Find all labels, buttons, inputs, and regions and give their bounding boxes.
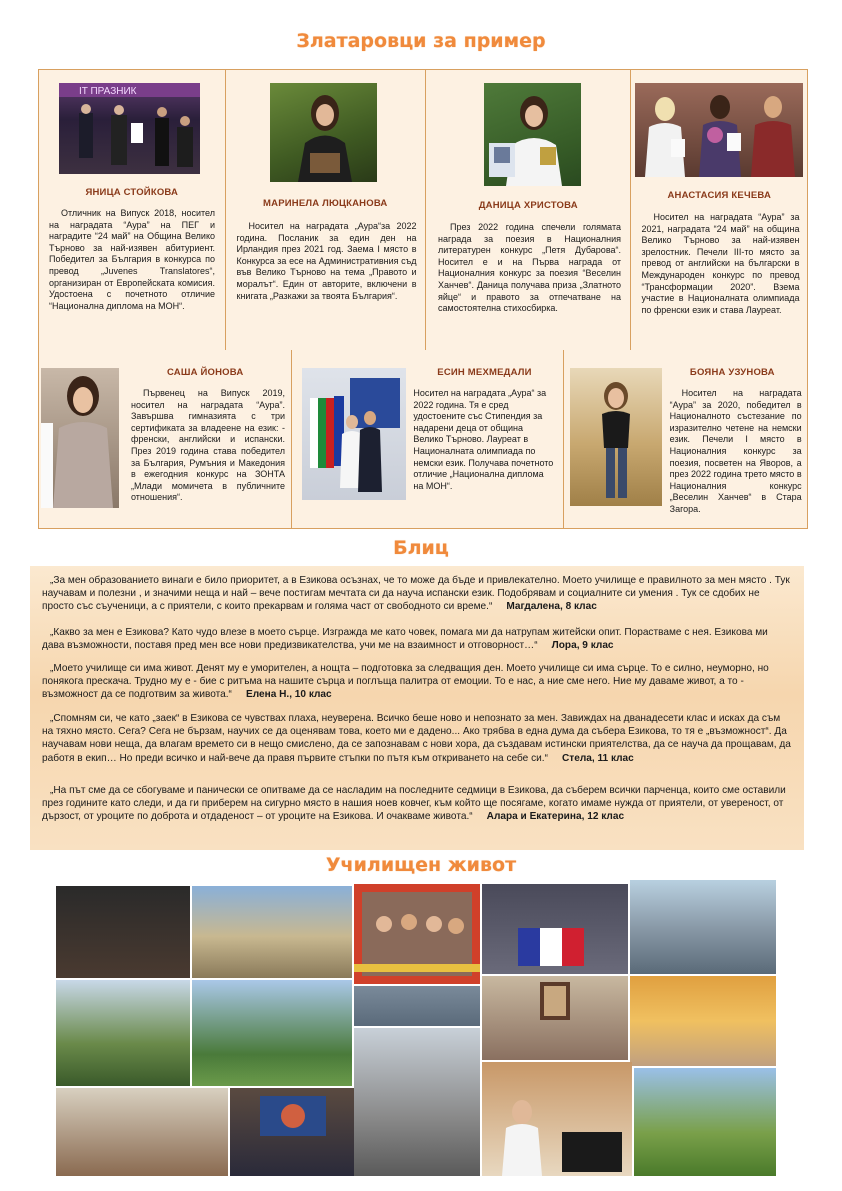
student-photo (41, 368, 119, 508)
collage-photo (354, 884, 480, 984)
quote (42, 574, 792, 614)
collage-photo (230, 1088, 354, 1176)
photo-illustration (482, 976, 628, 1060)
student-name: САША ЙОНОВА (166, 367, 244, 378)
collage-photo (630, 880, 776, 974)
quote-text: „Моето училище си има живот. Денят му е уморителен, а нощта – подготовка за следващия ден. Моето училище си има сърце. То е силно, неуморно, но понякога прескача. Трудно му е - бие с ритъма на нашите сърца и поглъща палитра от емоции. То е нас, а ние сме него. Ние му даваме живот, а то - възможност да се подготвим за живота.“ (42, 663, 769, 701)
collage-photo (482, 976, 628, 1060)
student-name: БОЯНА УЗУНОВА (689, 367, 775, 378)
quote-author: Елена Н., 10 клас (245, 689, 332, 701)
student-bio: Първенец на Випуск 2019, носител на наградата “Аура”. Завършва гимназията с три сертификата за владеене на език: - френски, английски и испански. През 2019 година става победител за България, Румъния и Македония в ежегодния конкурс на ЗОНТА „Млади момичета в публичните отношения“. (131, 388, 285, 503)
student-card (39, 350, 292, 528)
quote (42, 712, 792, 765)
section-title-school-life: Училищен живот (325, 854, 517, 876)
collage-photo (630, 976, 776, 1066)
student-card (564, 350, 807, 528)
students-row-2 (38, 350, 808, 529)
section-title-blitz: Блиц (393, 537, 449, 559)
collage-photo (634, 1068, 776, 1176)
student-bio: През 2022 година спечели голямата награда за поезия в Националния литературен конкурс „Петя Дубарова“. Носител е и на Първа награда от Националния конкурс за поезия “Веселин Ханчев“. Даница получава приза „Златното яйце“ и правото за отпечатване на самостоятелна стихосбирка. (438, 222, 621, 314)
student-card (226, 70, 426, 350)
collage-photo (354, 1028, 480, 1176)
student-card (631, 70, 807, 350)
photo-illustration (230, 1088, 354, 1176)
student-photo (59, 83, 200, 174)
student-photo (484, 83, 581, 186)
student-name: ЯНИЦА СТОЙКОВА (85, 187, 179, 198)
students-row-1 (38, 69, 808, 351)
student-card (292, 350, 563, 528)
student-photo (570, 368, 662, 506)
section-title-examples: Златаровци за пример (296, 30, 546, 52)
student-bio: Носител на наградата “Аура” за 2021, наградата “24 май” на община Велико Търново за най-изявен зрелостник. Печели III-то място за превод от английски на български в Международен конкурс по превод “Трансформации 2020”. Взема участие в Националната олимпиада по френски език и става Лауреат. (641, 212, 800, 315)
photo-illustration (41, 368, 119, 508)
student-name: ЕСИН МЕХМЕДАЛИ (437, 367, 532, 378)
student-bio: Носител на наградата „Аура“за 2022 година. Посланик за един ден на Ирландия през 2021 год. Заема I място в Конкурса за есе на Административния съд във Велико Търново на тема „Правото и моралът“. Един от авторите, включени в книгата „Разкажи за твоята България“. (236, 221, 417, 301)
photo-illustration (484, 83, 581, 186)
quote-text: „На път сме да се сбогуваме и панически се опитваме да се насладим на последните седмици в Езикова, да съберем всички парченца, които сме оставили през годините като следи, и да ги приберем на сигурно място в нашия ноев ковчег, към който ще посягаме, когато имаме нужда от приятели, от увереност, от дързост, от уроците по доброта и отдаденост – от уроците на Езикова. И очакваме живота.“ (42, 785, 786, 823)
photo-illustration (635, 83, 803, 177)
student-photo (635, 83, 803, 177)
collage-photo (192, 886, 352, 978)
student-bio: Носител на наградата „Аура“ за 2022 година. Тя е сред удостоените със Стипендия за надарени деца от община Велико Търново. Лауреат в Националната олимпиада по немски език. Получава почетното отличие „Национална диплома на МОН“. (413, 388, 554, 491)
collage-photo (354, 986, 480, 1026)
quote (42, 784, 792, 824)
student-card (426, 70, 631, 350)
collage-photo (482, 1062, 632, 1176)
student-card (39, 70, 226, 350)
student-photo (302, 368, 406, 500)
photo-illustration (59, 83, 200, 174)
student-name: АНАСТАСИЯ КЕЧЕВА (667, 190, 772, 201)
quote-author: Магдалена, 8 клас (506, 601, 597, 613)
collage-photo (482, 884, 628, 974)
quote-text: „За мен образованието винаги е било приоритет, а в Езикова осъзнах, че то може да бъде и привлекателно. Моето училище е правилното за мен място . Тук научавам и полезни , и значими неща и най – вече постигам мечтата си да науча испански език. Подобрявам и социалните си умения . Тук се сдобих не просто със съученици, а с приятели, с които прекарвам и голяма част от свободното си време.“ (42, 575, 790, 613)
quote-text: „Спомням си, че като „заек“ в Езикова се чувствах плаха, неуверена. Всичко беше ново и непознато за мен. Завиждах на дванадесети клас и исках да съм на тяхно място. Сега? Сега не бързам, научих се да оценявам това, което ми е дадено... Ако трябва в една дума да събера Езикова, то тя е „възможност“. Да научавам нови неща, да влагам времето си в нещо смислено, да се запознавам с нови хора, да създавам истински приятелства, да се науча да прощавам, да работя в екип… Но преди всичко и най-вече да правя първите стъпки по пътя към откриването на себе си.“ (42, 713, 791, 764)
student-name: ДАНИЦА ХРИСТОВА (478, 200, 578, 211)
blitz-quotes-panel (30, 566, 804, 850)
student-bio: Носител на наградата “Аура” за 2020, победител в Националното състезание по изразително четене на немски език. Печели I място в Националния конкурс за поезия, посветен на Яворов, а през 2022 година трето място в Националния конкурс „Веселин Ханчев“ в Стара Загора. (669, 388, 802, 514)
collage-photo (192, 980, 352, 1086)
photo-illustration (482, 1062, 632, 1176)
school-life-collage (56, 880, 776, 1176)
photo-illustration (302, 368, 406, 500)
student-photo (270, 83, 377, 182)
photo-illustration (270, 83, 377, 182)
quote-author: Стела, 11 клас (561, 752, 634, 764)
quote (42, 626, 792, 652)
quote-text: „Какво за мен е Езикова? Като чудо влезе в моето сърце. Изгражда ме като човек, помага ми да натрупам житейски опит. Порастваме с нея. Езикова ми дава възможности, поставя пред мен все нови предизвикателства, учи ме на взаимност и отговорност…“ (42, 627, 768, 652)
student-bio: Отличник на Випуск 2018, носител на наградата “Аура” на ПЕГ и наградите “24 май” на Община Велико Търново за най-изявен абитуриент. Победител за България в конкурса по превод „Juvenes Translatores“, организиран от Европейската комисия. Удостоена с почетното отличие “Национална диплома на МОН“. (49, 208, 215, 311)
photo-illustration (570, 368, 662, 506)
student-name: МАРИНЕЛА ЛЮЦКАНОВА (263, 198, 388, 209)
photo-illustration (482, 884, 628, 974)
quote (42, 662, 792, 702)
collage-photo (56, 886, 190, 978)
collage-photo (56, 1088, 228, 1176)
quote-author: Алара и Екатерина, 12 клас (486, 811, 625, 823)
svg-text:IT ПРАЗНИК: IT ПРАЗНИК (79, 86, 137, 97)
photo-illustration (354, 884, 480, 984)
quote-author: Лора, 9 клас (551, 640, 614, 652)
collage-photo (56, 980, 190, 1086)
